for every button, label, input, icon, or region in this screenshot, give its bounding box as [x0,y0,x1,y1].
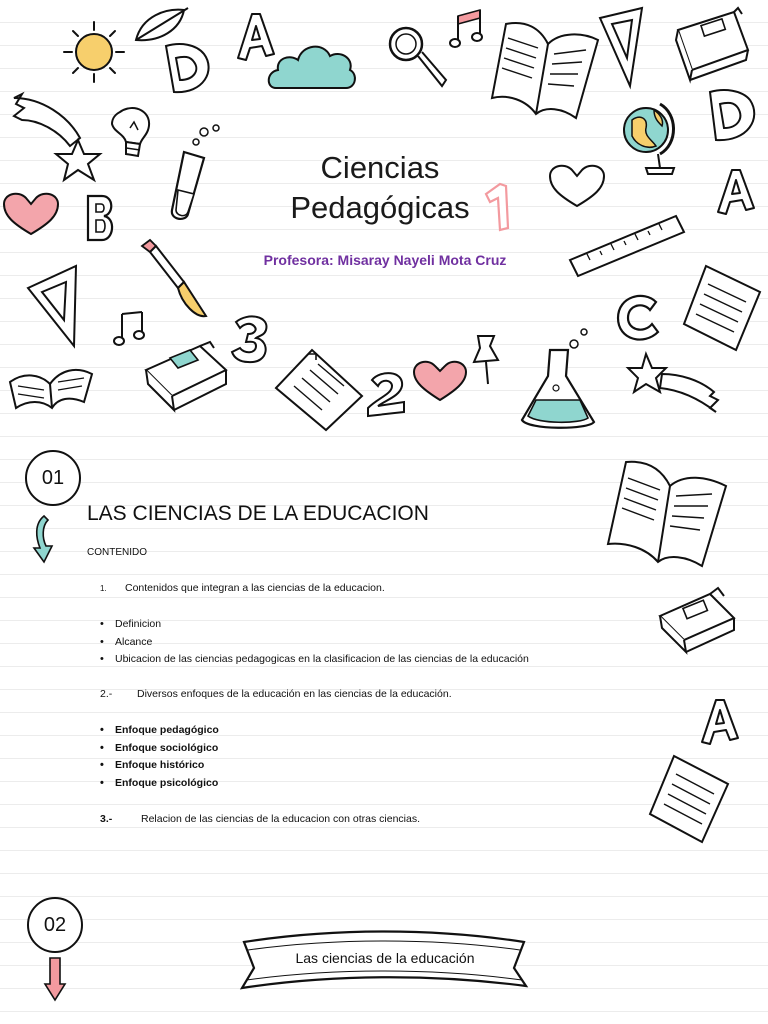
letter-c-doodle [614,290,662,344]
list-item: • Ubicacion de las ciencias pedagogicas en la clasificacion de las ciencias de la educación [100,653,529,665]
heart-icon [412,358,468,402]
shooting-star-icon [8,90,116,186]
section-number: 01 [41,466,65,489]
test-tube-icon [160,124,230,226]
teacher-subtitle: Profesora: Misaray Nayeli Mota Cruz [263,252,507,268]
item-text: Diversos enfoques de la educación en las ciencias de la educación. [137,688,452,700]
open-book-icon [6,352,96,422]
letter-a-doodle [712,166,758,216]
ruler-icon [566,210,688,282]
closed-book-icon [654,588,740,660]
cloud-icon [266,38,358,94]
paintbrush-icon [138,238,212,320]
title-line-1: Ciencias [320,150,440,185]
list-item: • Enfoque pedagógico [100,724,219,736]
number-three-doodle [230,312,276,366]
list-item: • Alcance [100,636,152,648]
down-arrow-icon [44,956,66,1002]
closed-book-icon [668,6,754,86]
lightbulb-icon [104,104,164,166]
list-item: • Enfoque histórico [100,759,204,771]
banner-title: Las ciencias de la educación [295,950,475,966]
pushpin-icon [466,332,508,388]
document-icon [646,752,732,846]
down-arrow-icon [30,514,54,564]
music-note-icon [450,8,484,50]
shooting-star-icon [626,350,722,416]
open-book-icon [604,456,734,572]
protractor-d-doodle [702,86,764,144]
item-text: Contenidos que integran a las ciencias de la educacion. [125,582,385,594]
content-item-3 [100,813,420,825]
item-number: 1. [100,584,107,593]
heart-icon [548,162,606,208]
document-icon [272,346,366,432]
triangle-ruler-icon [596,4,648,90]
contenido-label: CONTENIDO [87,547,147,558]
list-item: • Definicion [100,618,161,630]
section-number-badge [25,450,81,506]
item-number: 3.- [100,813,113,825]
list-item: • Enfoque sociológico [100,742,218,754]
title-line-2: Pedagógicas [290,190,470,225]
magnifier-icon [384,22,450,94]
item-text: Relacion de las ciencias de la educacion con otras ciencias. [141,813,420,825]
globe-icon [612,96,692,180]
sun-icon [62,20,126,84]
section-heading: LAS CIENCIAS DE LA EDUCACION [87,502,429,525]
list-item: • Enfoque psicológico [100,777,218,789]
content-item-2 [100,688,452,700]
document-icon [680,262,764,354]
open-book-icon [486,14,608,124]
letter-b-doodle [84,192,116,244]
closed-book-icon [140,340,232,416]
section-number-badge [27,897,83,953]
item-number: 2.- [100,688,113,700]
section-number: 02 [43,913,67,936]
triangle-ruler-icon [24,262,84,348]
letter-a-doodle [696,696,742,746]
number-two-doodle [364,368,410,418]
page-title [240,148,520,228]
flask-icon [518,326,598,432]
protractor-d-doodle [160,40,218,96]
content-item-1 [100,582,385,594]
heart-icon [2,190,60,236]
